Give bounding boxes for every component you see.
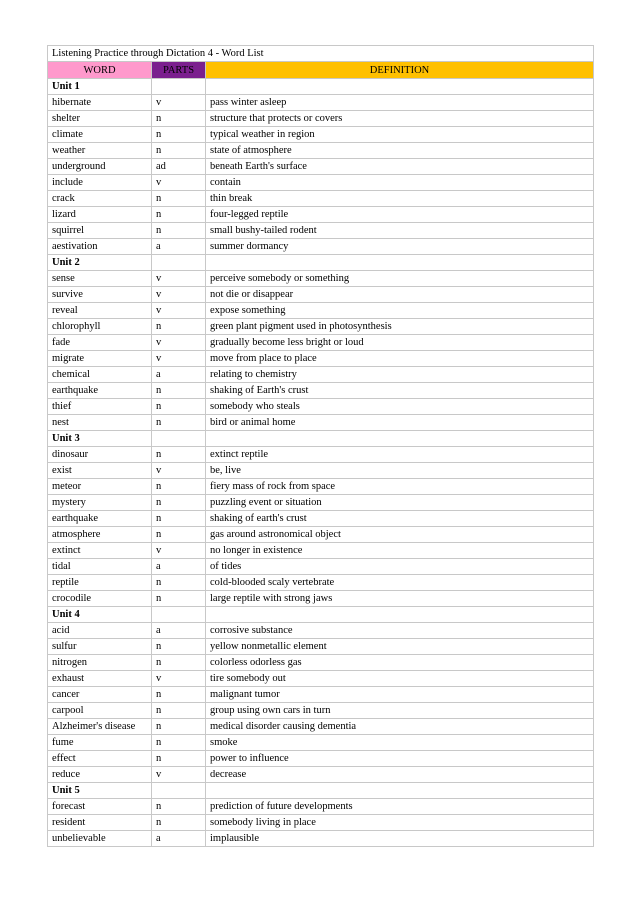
word-cell: tidal (48, 559, 152, 575)
definition-cell: four-legged reptile (206, 207, 594, 223)
word-cell: sense (48, 271, 152, 287)
empty-cell (152, 79, 206, 95)
table-row (48, 735, 594, 751)
definition-cell: not die or disappear (206, 287, 594, 303)
word-cell: lizard (48, 207, 152, 223)
table-row (48, 463, 594, 479)
part-of-speech-cell: n (152, 751, 206, 767)
part-of-speech-cell: v (152, 543, 206, 559)
definition-cell: extinct reptile (206, 447, 594, 463)
table-row (48, 751, 594, 767)
definition-cell: somebody living in place (206, 815, 594, 831)
word-cell: atmosphere (48, 527, 152, 543)
word-cell: survive (48, 287, 152, 303)
table-row (48, 591, 594, 607)
table-row (48, 383, 594, 399)
unit-header-row (48, 783, 594, 799)
part-of-speech-cell: n (152, 319, 206, 335)
table-row (48, 111, 594, 127)
part-of-speech-cell: n (152, 511, 206, 527)
definition-cell: gradually become less bright or loud (206, 335, 594, 351)
word-cell: hibernate (48, 95, 152, 111)
part-of-speech-cell: n (152, 207, 206, 223)
part-of-speech-cell: n (152, 799, 206, 815)
part-of-speech-cell: v (152, 303, 206, 319)
table-row (48, 479, 594, 495)
table-row (48, 575, 594, 591)
definition-cell: power to influence (206, 751, 594, 767)
definition-cell: contain (206, 175, 594, 191)
word-cell: Alzheimer's disease (48, 719, 152, 735)
part-of-speech-cell: n (152, 191, 206, 207)
definition-cell: yellow nonmetallic element (206, 639, 594, 655)
header-row (48, 62, 594, 79)
word-cell: sulfur (48, 639, 152, 655)
table-row (48, 287, 594, 303)
part-of-speech-cell: a (152, 239, 206, 255)
word-list-table (47, 45, 594, 847)
definition-cell: state of atmosphere (206, 143, 594, 159)
word-list-body (48, 46, 594, 847)
unit-header-row (48, 607, 594, 623)
definition-cell: puzzling event or situation (206, 495, 594, 511)
word-cell: resident (48, 815, 152, 831)
part-of-speech-cell: n (152, 719, 206, 735)
definition-column-header: DEFINITION (206, 62, 594, 79)
word-cell: forecast (48, 799, 152, 815)
part-of-speech-cell: n (152, 143, 206, 159)
word-cell: carpool (48, 703, 152, 719)
definition-cell: bird or animal home (206, 415, 594, 431)
part-of-speech-cell: n (152, 575, 206, 591)
word-cell: nitrogen (48, 655, 152, 671)
word-cell: thief (48, 399, 152, 415)
part-of-speech-cell: v (152, 271, 206, 287)
definition-cell: smoke (206, 735, 594, 751)
word-cell: reptile (48, 575, 152, 591)
part-of-speech-cell: n (152, 815, 206, 831)
table-row (48, 623, 594, 639)
table-row (48, 719, 594, 735)
word-cell: reveal (48, 303, 152, 319)
part-of-speech-cell: n (152, 383, 206, 399)
word-column-header: WORD (48, 62, 152, 79)
parts-column-header: PARTS (152, 62, 206, 79)
table-row (48, 767, 594, 783)
part-of-speech-cell: v (152, 287, 206, 303)
table-row (48, 319, 594, 335)
word-cell: mystery (48, 495, 152, 511)
table-row (48, 271, 594, 287)
part-of-speech-cell: n (152, 527, 206, 543)
unit-header-row (48, 255, 594, 271)
part-of-speech-cell: a (152, 831, 206, 847)
definition-cell: medical disorder causing dementia (206, 719, 594, 735)
part-of-speech-cell: n (152, 655, 206, 671)
part-of-speech-cell: ad (152, 159, 206, 175)
part-of-speech-cell: n (152, 479, 206, 495)
title-row (48, 46, 594, 62)
word-cell: earthquake (48, 511, 152, 527)
part-of-speech-cell: v (152, 335, 206, 351)
table-row (48, 447, 594, 463)
definition-cell: group using own cars in turn (206, 703, 594, 719)
word-cell: exhaust (48, 671, 152, 687)
word-cell: shelter (48, 111, 152, 127)
word-cell: crocodile (48, 591, 152, 607)
unit-label: Unit 1 (48, 79, 152, 95)
part-of-speech-cell: n (152, 639, 206, 655)
part-of-speech-cell: n (152, 223, 206, 239)
part-of-speech-cell: v (152, 463, 206, 479)
word-cell: effect (48, 751, 152, 767)
word-list-sheet (47, 45, 593, 847)
part-of-speech-cell: a (152, 623, 206, 639)
word-cell: chemical (48, 367, 152, 383)
table-row (48, 655, 594, 671)
word-cell: earthquake (48, 383, 152, 399)
word-cell: crack (48, 191, 152, 207)
definition-cell: large reptile with strong jaws (206, 591, 594, 607)
word-cell: unbelievable (48, 831, 152, 847)
empty-cell (152, 783, 206, 799)
definition-cell: perceive somebody or something (206, 271, 594, 287)
definition-cell: move from place to place (206, 351, 594, 367)
table-row (48, 511, 594, 527)
table-row (48, 415, 594, 431)
part-of-speech-cell: a (152, 559, 206, 575)
part-of-speech-cell: v (152, 351, 206, 367)
definition-cell: decrease (206, 767, 594, 783)
table-row (48, 207, 594, 223)
part-of-speech-cell: v (152, 671, 206, 687)
definition-cell: green plant pigment used in photosynthesis (206, 319, 594, 335)
definition-cell: thin break (206, 191, 594, 207)
part-of-speech-cell: n (152, 703, 206, 719)
empty-cell (206, 79, 594, 95)
table-row (48, 543, 594, 559)
definition-cell: beneath Earth's surface (206, 159, 594, 175)
word-cell: aestivation (48, 239, 152, 255)
definition-cell: relating to chemistry (206, 367, 594, 383)
word-cell: nest (48, 415, 152, 431)
unit-label: Unit 3 (48, 431, 152, 447)
empty-cell (206, 607, 594, 623)
definition-cell: typical weather in region (206, 127, 594, 143)
word-cell: weather (48, 143, 152, 159)
definition-cell: structure that protects or covers (206, 111, 594, 127)
word-cell: cancer (48, 687, 152, 703)
empty-cell (152, 431, 206, 447)
table-row (48, 559, 594, 575)
definition-cell: be, live (206, 463, 594, 479)
word-cell: fade (48, 335, 152, 351)
word-cell: fume (48, 735, 152, 751)
part-of-speech-cell: n (152, 447, 206, 463)
table-row (48, 367, 594, 383)
part-of-speech-cell: n (152, 399, 206, 415)
empty-cell (152, 607, 206, 623)
table-row (48, 495, 594, 511)
table-row (48, 703, 594, 719)
word-cell: climate (48, 127, 152, 143)
definition-cell: malignant tumor (206, 687, 594, 703)
definition-cell: prediction of future developments (206, 799, 594, 815)
word-cell: underground (48, 159, 152, 175)
definition-cell: shaking of earth's crust (206, 511, 594, 527)
sheet-title: Listening Practice through Dictation 4 - Word List (48, 46, 594, 62)
unit-header-row (48, 79, 594, 95)
part-of-speech-cell: n (152, 687, 206, 703)
table-row (48, 527, 594, 543)
table-row (48, 239, 594, 255)
definition-cell: corrosive substance (206, 623, 594, 639)
definition-cell: tire somebody out (206, 671, 594, 687)
table-row (48, 335, 594, 351)
word-cell: reduce (48, 767, 152, 783)
table-row (48, 159, 594, 175)
unit-label: Unit 5 (48, 783, 152, 799)
definition-cell: cold-blooded scaly vertebrate (206, 575, 594, 591)
table-row (48, 303, 594, 319)
definition-cell: implausible (206, 831, 594, 847)
empty-cell (152, 255, 206, 271)
word-cell: include (48, 175, 152, 191)
table-row (48, 143, 594, 159)
unit-label: Unit 2 (48, 255, 152, 271)
definition-cell: colorless odorless gas (206, 655, 594, 671)
definition-cell: expose something (206, 303, 594, 319)
table-row (48, 399, 594, 415)
word-cell: chlorophyll (48, 319, 152, 335)
word-cell: exist (48, 463, 152, 479)
definition-cell: of tides (206, 559, 594, 575)
part-of-speech-cell: n (152, 495, 206, 511)
table-row (48, 639, 594, 655)
definition-cell: summer dormancy (206, 239, 594, 255)
unit-label: Unit 4 (48, 607, 152, 623)
word-cell: meteor (48, 479, 152, 495)
part-of-speech-cell: v (152, 767, 206, 783)
part-of-speech-cell: v (152, 175, 206, 191)
part-of-speech-cell: n (152, 415, 206, 431)
part-of-speech-cell: n (152, 591, 206, 607)
definition-cell: shaking of Earth's crust (206, 383, 594, 399)
table-row (48, 127, 594, 143)
definition-cell: small bushy-tailed rodent (206, 223, 594, 239)
definition-cell: pass winter asleep (206, 95, 594, 111)
part-of-speech-cell: n (152, 735, 206, 751)
word-cell: extinct (48, 543, 152, 559)
table-row (48, 815, 594, 831)
word-cell: migrate (48, 351, 152, 367)
table-row (48, 95, 594, 111)
table-row (48, 351, 594, 367)
table-row (48, 671, 594, 687)
part-of-speech-cell: n (152, 127, 206, 143)
definition-cell: gas around astronomical object (206, 527, 594, 543)
table-row (48, 223, 594, 239)
definition-cell: no longer in existence (206, 543, 594, 559)
table-row (48, 687, 594, 703)
word-cell: acid (48, 623, 152, 639)
definition-cell: fiery mass of rock from space (206, 479, 594, 495)
part-of-speech-cell: v (152, 95, 206, 111)
empty-cell (206, 255, 594, 271)
part-of-speech-cell: n (152, 111, 206, 127)
unit-header-row (48, 431, 594, 447)
table-row (48, 799, 594, 815)
table-row (48, 831, 594, 847)
empty-cell (206, 431, 594, 447)
table-row (48, 175, 594, 191)
table-row (48, 191, 594, 207)
word-cell: dinosaur (48, 447, 152, 463)
part-of-speech-cell: a (152, 367, 206, 383)
empty-cell (206, 783, 594, 799)
word-cell: squirrel (48, 223, 152, 239)
definition-cell: somebody who steals (206, 399, 594, 415)
